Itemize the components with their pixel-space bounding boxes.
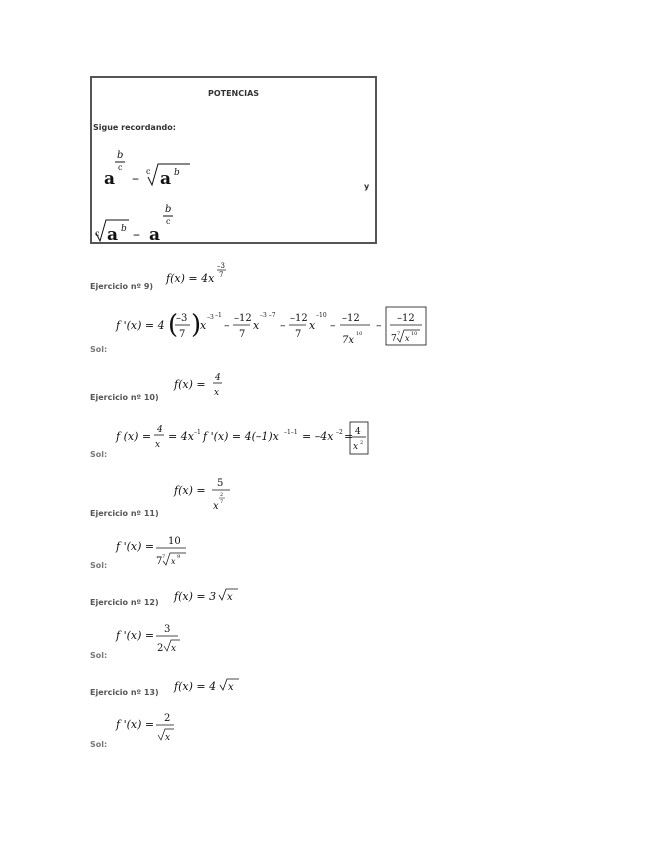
exercise-13-sol-label: Sol: xyxy=(90,740,108,749)
svg-text:b: b xyxy=(121,224,127,234)
svg-text:c: c xyxy=(118,163,123,172)
svg-text:c: c xyxy=(95,229,100,238)
svg-text:a: a xyxy=(160,169,172,189)
svg-text:–3: –3 xyxy=(207,314,214,321)
exercise-12-sol-label: Sol: xyxy=(90,651,108,660)
svg-text:–: – xyxy=(376,319,382,332)
svg-text:7: 7 xyxy=(220,499,224,505)
potencias-box xyxy=(90,76,377,244)
svg-text:a: a xyxy=(107,225,119,245)
exercise-9-statement xyxy=(164,260,244,290)
exercise-11-statement xyxy=(172,474,236,516)
svg-text:7: 7 xyxy=(391,334,397,344)
svg-text:x: x xyxy=(214,388,220,398)
svg-text:2: 2 xyxy=(157,643,164,654)
svg-text:b: b xyxy=(117,150,124,161)
svg-text:7: 7 xyxy=(162,554,166,560)
svg-text:–3: –3 xyxy=(176,313,188,324)
svg-text:x: x xyxy=(155,440,161,450)
svg-text:=: = xyxy=(344,430,354,443)
svg-text:f(x) = 4: f(x) = 4 xyxy=(174,680,217,693)
svg-text:(: ( xyxy=(168,310,179,340)
svg-text:–12: –12 xyxy=(290,313,308,324)
exercise-9-sol-label: Sol: xyxy=(90,345,108,354)
svg-text:–12: –12 xyxy=(234,313,252,324)
svg-text:x: x xyxy=(171,557,176,566)
svg-text:x: x xyxy=(228,682,234,693)
svg-text:c: c xyxy=(166,217,171,226)
svg-text:–: – xyxy=(330,319,336,332)
svg-text:f '(x) = 4(–1)x: f '(x) = 4(–1)x xyxy=(203,430,279,443)
exercise-12-label: Ejercicio nº 12) xyxy=(90,598,159,607)
svg-text:7: 7 xyxy=(156,556,163,567)
svg-text:2: 2 xyxy=(220,492,224,498)
exercise-10-solution xyxy=(114,418,374,458)
svg-text:4: 4 xyxy=(157,425,163,435)
svg-text:7: 7 xyxy=(239,329,246,340)
svg-text:= –4x: = –4x xyxy=(302,430,334,443)
connector-y: y xyxy=(364,182,370,191)
svg-text:x: x xyxy=(165,733,171,743)
svg-text:f(x) =: f(x) = xyxy=(174,484,206,497)
svg-text:7x: 7x xyxy=(342,335,355,346)
svg-text:f '(x) =: f '(x) = xyxy=(116,540,155,553)
svg-text:x: x xyxy=(171,644,177,654)
svg-text:–3 –7: –3 –7 xyxy=(260,312,276,319)
svg-text:–2: –2 xyxy=(336,429,343,436)
svg-text:–3: –3 xyxy=(217,262,225,270)
power-rule-formula-2 xyxy=(93,200,193,244)
svg-text:f (x) =: f (x) = xyxy=(116,430,152,443)
exercise-12-statement xyxy=(172,584,242,608)
svg-text:x: x xyxy=(200,319,207,332)
exercise-10-label: Ejercicio nº 10) xyxy=(90,393,159,402)
svg-text:b: b xyxy=(174,168,180,178)
svg-text:–: – xyxy=(133,227,140,243)
svg-text:–1–1: –1–1 xyxy=(284,429,298,436)
svg-text:x: x xyxy=(253,319,260,332)
svg-text:c: c xyxy=(146,167,151,176)
svg-text:b: b xyxy=(165,204,172,215)
box-subtitle: Sigue recordando: xyxy=(93,123,176,132)
svg-text:–1: –1 xyxy=(194,429,201,436)
exercise-11-sol-label: Sol: xyxy=(90,561,108,570)
svg-text:x: x xyxy=(227,592,233,603)
svg-text:f '(x) =: f '(x) = xyxy=(116,718,155,731)
svg-text:–: – xyxy=(132,171,139,187)
exercise-10-statement xyxy=(172,370,232,402)
exercise-10-sol-label: Sol: xyxy=(90,450,108,459)
svg-text:f(x) = 3: f(x) = 3 xyxy=(174,590,217,603)
power-rule-formula-1 xyxy=(100,144,200,190)
svg-text:4: 4 xyxy=(215,373,221,383)
exercise-13-solution xyxy=(114,710,184,748)
svg-text:3: 3 xyxy=(164,624,171,635)
exercise-13-label: Ejercicio nº 13) xyxy=(90,688,159,697)
svg-text:f(x) = 4x: f(x) = 4x xyxy=(166,272,215,285)
svg-text:f '(x) = 4: f '(x) = 4 xyxy=(116,319,165,332)
svg-text:a: a xyxy=(149,225,161,245)
svg-text:f(x) =: f(x) = xyxy=(174,378,206,391)
svg-text:9: 9 xyxy=(177,554,181,560)
svg-text:4: 4 xyxy=(355,427,361,437)
svg-text:7: 7 xyxy=(295,329,302,340)
box-title: POTENCIAS xyxy=(207,89,260,98)
svg-text:–: – xyxy=(280,319,286,332)
svg-text:–12: –12 xyxy=(397,313,415,324)
svg-text:–1: –1 xyxy=(215,312,222,319)
svg-text:–10: –10 xyxy=(316,312,327,319)
svg-text:7: 7 xyxy=(397,331,401,337)
exercise-11-solution xyxy=(114,532,194,572)
svg-text:x: x xyxy=(309,319,316,332)
svg-text:–: – xyxy=(224,319,230,332)
svg-text:10: 10 xyxy=(411,331,418,337)
svg-text:10: 10 xyxy=(168,536,181,547)
exercise-13-statement xyxy=(172,674,244,698)
exercise-11-label: Ejercicio nº 11) xyxy=(90,509,159,518)
svg-text:–12: –12 xyxy=(342,313,360,324)
svg-text:x: x xyxy=(405,334,410,343)
exercise-12-solution xyxy=(114,621,184,659)
svg-text:a: a xyxy=(104,169,116,189)
svg-text:10: 10 xyxy=(356,331,363,337)
svg-text:2: 2 xyxy=(360,440,364,446)
svg-text:): ) xyxy=(191,310,202,340)
svg-text:7: 7 xyxy=(219,271,224,279)
svg-text:= 4x: = 4x xyxy=(168,430,194,443)
exercise-9-solution xyxy=(114,303,434,351)
svg-text:x: x xyxy=(353,442,359,452)
exercise-9-label: Ejercicio nº 9) xyxy=(90,282,154,291)
svg-text:x: x xyxy=(213,501,219,512)
svg-text:5: 5 xyxy=(217,478,224,489)
svg-text:7: 7 xyxy=(179,329,186,340)
svg-text:f '(x) =: f '(x) = xyxy=(116,629,155,642)
svg-text:2: 2 xyxy=(164,713,171,724)
